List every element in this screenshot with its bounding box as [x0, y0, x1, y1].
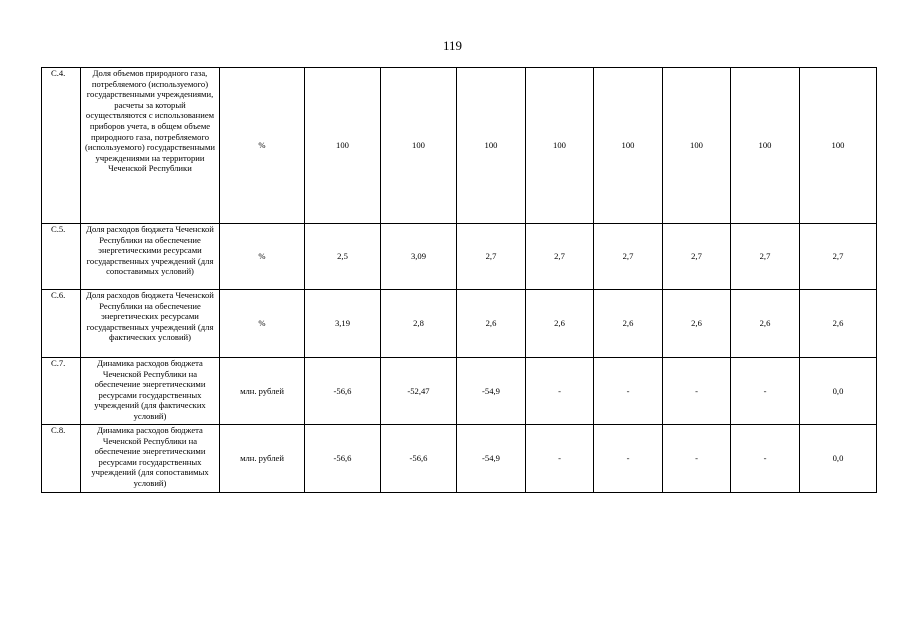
value-cell: 2,5	[305, 224, 381, 290]
value-cell: -	[594, 358, 663, 425]
page-number: 119	[442, 38, 463, 53]
indicator-code: С.5.	[42, 224, 81, 290]
unit-cell: %	[220, 290, 305, 358]
value-cell: 2,6	[731, 290, 800, 358]
value-cell: -	[526, 425, 594, 493]
value-cell: 2,7	[594, 224, 663, 290]
value-cell: 2,6	[457, 290, 526, 358]
value-cell: -	[731, 425, 800, 493]
value-cell: -54,9	[457, 425, 526, 493]
value-cell: 2,7	[800, 224, 877, 290]
value-cell: 100	[526, 68, 594, 224]
indicator-description: Доля объемов природного газа, потребляемого (используемого) государственными учреждениями, расчеты за который осуществляются с использованием приборов учета, в общем объеме природного газа, потребляемого (используемого) государственными учреждениями на территории Чеченской Республики	[81, 68, 220, 224]
value-cell: 2,6	[800, 290, 877, 358]
table-row	[42, 68, 877, 224]
value-cell: -	[663, 358, 731, 425]
unit-cell: %	[220, 68, 305, 224]
value-cell: -	[526, 358, 594, 425]
table-row	[42, 290, 877, 358]
table-row	[42, 425, 877, 493]
indicator-code: С.4.	[42, 68, 81, 224]
value-cell: -54,9	[457, 358, 526, 425]
table-row	[42, 224, 877, 290]
value-cell: -52,47	[381, 358, 457, 425]
value-cell: 2,6	[594, 290, 663, 358]
indicator-description: Доля расходов бюджета Чеченской Республики на обеспечение энергетическими ресурсами государственных учреждений (для сопоставимых условий)	[81, 224, 220, 290]
value-cell: 2,7	[457, 224, 526, 290]
value-cell: 2,7	[731, 224, 800, 290]
indicator-description: Доля расходов бюджета Чеченской Республики на обеспечение энергетических ресурсами государственных учреждений (для фактических условий)	[81, 290, 220, 358]
value-cell: -	[731, 358, 800, 425]
indicator-description: Динамика расходов бюджета Чеченской Республики на обеспечение энергетическими ресурсами государственных учреждений (для сопоставимых условий)	[81, 425, 220, 493]
value-cell: 100	[381, 68, 457, 224]
value-cell: -	[663, 425, 731, 493]
table-row	[42, 358, 877, 425]
value-cell: 2,7	[526, 224, 594, 290]
indicator-description: Динамика расходов бюджета Чеченской Республики на обеспечение энергетическими ресурсами государственных учреждений (для фактических условий)	[81, 358, 220, 425]
value-cell: 3,19	[305, 290, 381, 358]
indicator-code: С.8.	[42, 425, 81, 493]
value-cell: 100	[663, 68, 731, 224]
value-cell: 2,6	[526, 290, 594, 358]
value-cell: 3,09	[381, 224, 457, 290]
value-cell: 100	[800, 68, 877, 224]
value-cell: -56,6	[381, 425, 457, 493]
value-cell: 0,0	[800, 358, 877, 425]
value-cell: -56,6	[305, 425, 381, 493]
indicator-code: С.6.	[42, 290, 81, 358]
value-cell: -56,6	[305, 358, 381, 425]
value-cell: 100	[731, 68, 800, 224]
unit-cell: млн. рублей	[220, 358, 305, 425]
unit-cell: млн. рублей	[220, 425, 305, 493]
value-cell: -	[594, 425, 663, 493]
indicator-code: С.7.	[42, 358, 81, 425]
value-cell: 0,0	[800, 425, 877, 493]
value-cell: 100	[594, 68, 663, 224]
value-cell: 100	[457, 68, 526, 224]
value-cell: 2,8	[381, 290, 457, 358]
value-cell: 2,7	[663, 224, 731, 290]
value-cell: 2,6	[663, 290, 731, 358]
indicators-table	[41, 67, 877, 493]
value-cell: 100	[305, 68, 381, 224]
unit-cell: %	[220, 224, 305, 290]
